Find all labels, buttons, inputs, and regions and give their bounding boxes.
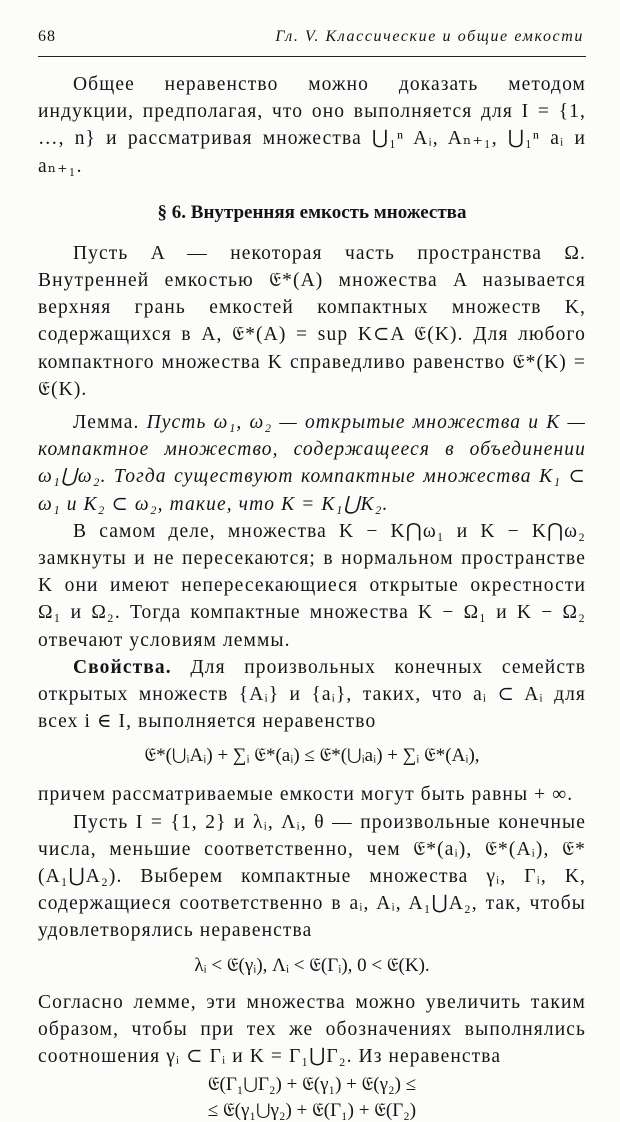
lemma-paragraph [38,409,586,518]
page-number: 68 [38,28,56,45]
final-inequality-line-1: 𝔈(Γ₁⋃Γ₂) + 𝔈(γ₁) + 𝔈(γ₂) ≤ [207,1074,417,1096]
continuation-paragraph: Пусть I = {1, 2} и λᵢ, Λᵢ, θ — произвольные конечные числа, меньшие соответственно, чем 𝔈*(aᵢ), 𝔈*(Aᵢ), 𝔈*(A₁⋃A₂). Выберем компактные множества γᵢ, Γᵢ, K, содержащиеся соответственно в aᵢ, Aᵢ, A₁⋃A₂, так, чтобы удовлетворялись неравенства [38,811,586,942]
continuation-after: Согласно лемме, эти множества можно увеличить таким образом, чтобы при тех же обозначениях выполнялись соотношения γᵢ ⊂ Γᵢ и K = Γ₁⋃Γ₂. Из неравенства [38,991,586,1068]
properties-paragraph [38,654,586,736]
section-title: § 6. Внутренняя емкость множества [157,201,467,223]
final-inequality-line-2: ≤ 𝔈(γ₁⋃γ₂) + 𝔈(Γ₁) + 𝔈(Γ₂) [207,1100,417,1122]
chapter-title: Гл. V. Классические и общие емкости [275,28,584,45]
continuation-formula: λᵢ < 𝔈(γᵢ), Λᵢ < 𝔈(Γᵢ), 0 < 𝔈(K). [194,954,430,976]
book-page [38,26,586,1122]
intro-paragraph: Общее неравенство можно доказать методом индукции, предполагая, что оно выполняется для I = {1, …, n} и рассматривая множества ⋃₁ⁿ Aᵢ, Aₙ₊₁, ⋃₁ⁿ aᵢ и aₙ₊₁. [38,74,586,177]
properties-after: причем рассматриваемые емкости могут быть равны + ∞. [38,784,574,806]
lemma-statement: Пусть ω₁, ω₂ — открытые множества и K — компактное множество, содержащееся в объединении ω₁⋃ω₂. Тогда существуют компактные множества K₁ ⊂ ω₁ и K₂ ⊂ ω₂, такие, что K = K₁⋃K₂. [38,412,586,515]
proof-paragraph: В самом деле, множества K − K⋂ω₁ и K − K⋂ω₂ замкнуты и не пересекаются; в нормальном пространстве K они имеют непересекающиеся открытые окрестности Ω₁ и Ω₂. Тогда компактные множества K − Ω₁ и K − Ω₂ отвечают условиям леммы. [38,520,586,651]
properties-formula: 𝔈*(⋃ᵢAᵢ) + ∑ᵢ 𝔈*(aᵢ) ≤ 𝔈*(⋃ᵢaᵢ) + ∑ᵢ 𝔈*(Aᵢ), [144,745,480,767]
definition-paragraph: Пусть A — некоторая часть пространства Ω. Внутренней емкостью 𝔈*(A) множества A называется верхняя грань емкостей компактных множеств K, содержащихся в A, 𝔈*(A) = sup K⊂A 𝔈(K). Для любого компактного множества K справедливо равенство 𝔈*(K) = 𝔈(K). [38,242,586,400]
properties-text: Для произвольных конечных семейств открытых множеств {Aᵢ} и {aᵢ}, таких, что aᵢ ⊂ Aᵢ для всех i ∈ I, выполняется неравенство [38,656,586,733]
properties-label: Свойства. [73,656,172,678]
lemma-label: Лемма. [73,412,140,434]
running-header [38,26,586,57]
